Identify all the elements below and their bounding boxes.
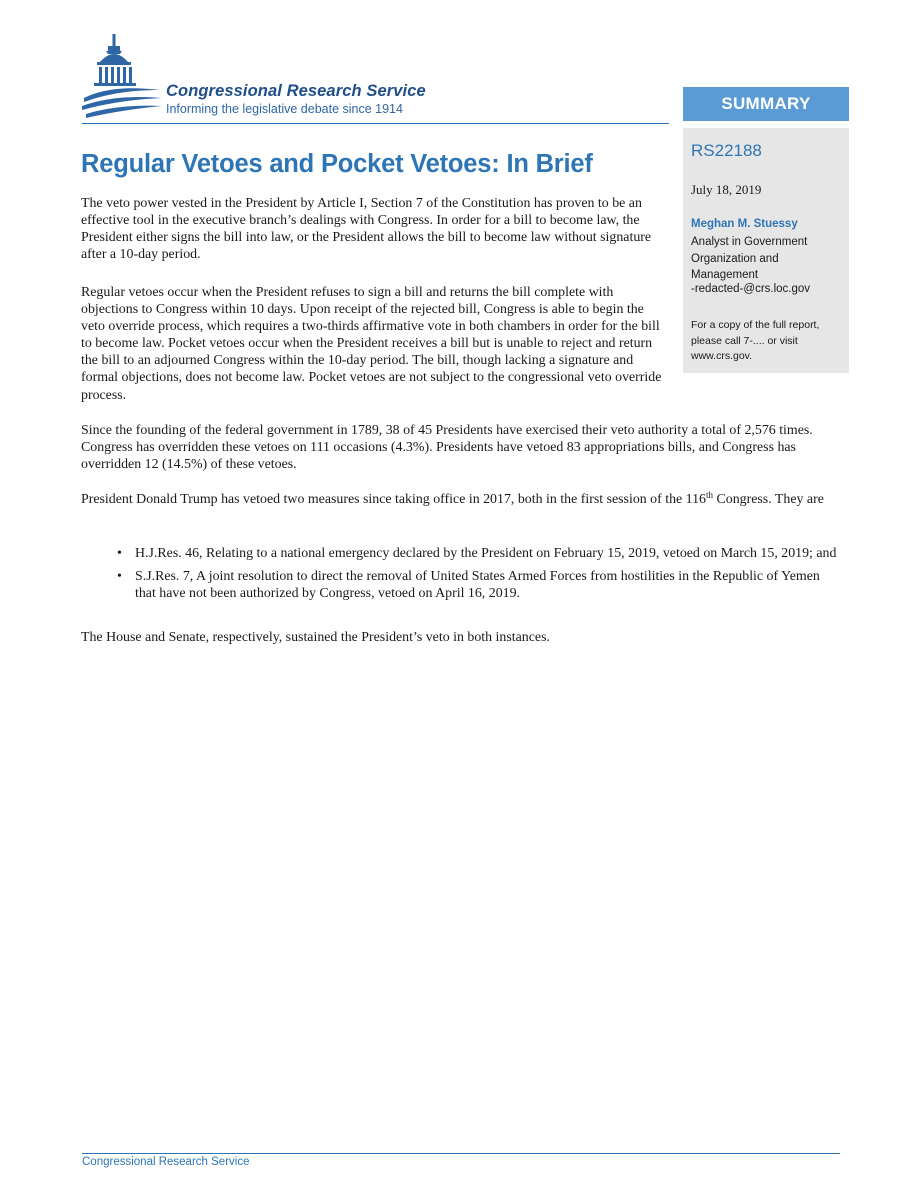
paragraph-2: Regular vetoes occur when the President refuses to sign a bill and returns the bill complete with objections to Congress within 10 days. Upon receipt of the rejected bill, Congress is able to begin the veto override process, which requires a two-thirds affirmative vote in both chambers in order for the bill to become law. Pocket vetoes occur when the President receives a bill but is unable to reject and return the bill to an adjourned Congress within the 10-day period. The bill, though lacking a signature and formal objections, does not become law. Pocket vetoes are not subject to the congressional veto override process.	[81, 285, 662, 403]
paragraph-4-text: President Donald Trump has vetoed two measures since taking office in 2017, both in the first session of the 116	[81, 492, 706, 507]
paragraph-4-text-end: Congress. They are	[713, 492, 824, 507]
publication-date: July 18, 2019	[691, 182, 762, 197]
veto-list	[81, 545, 841, 608]
author-title: Analyst in Government Organization and Management	[691, 236, 808, 281]
summary-sidebar	[683, 128, 849, 373]
footer-text: Congressional Research Service	[82, 1156, 250, 1168]
copy-note: For a copy of the full report, please call 7-.... or visit www.crs.gov.	[691, 319, 820, 362]
org-name: Congressional Research Service	[166, 82, 426, 100]
ordinal-superscript: th	[706, 490, 714, 500]
author-name: Meghan M. Stuessy	[691, 218, 798, 230]
list-item-text: S.J.Res. 7, A joint resolution to direct the removal of United States Armed Forces from hostilities in the Republic of Yemen that have not been authorized by Congress, vetoed on April 16, 2019.	[135, 569, 820, 602]
list-item-text: H.J.Res. 46, Relating to a national emergency declared by the President on February 15, 2019, vetoed on March 15, 2019; and	[135, 546, 837, 561]
paragraph-4	[81, 491, 841, 508]
capitol-dome-icon	[82, 34, 162, 124]
org-tagline: Informing the legislative debate since 1914	[166, 102, 403, 116]
list-item	[81, 545, 841, 562]
header-divider	[82, 123, 669, 124]
page-title: Regular Vetoes and Pocket Vetoes: In Brief	[81, 150, 593, 178]
paragraph-3: Since the founding of the federal government in 1789, 38 of 45 Presidents have exercised their veto authority a total of 2,576 times. Congress has overridden these vetoes on 111 occasions (4.3%). Presidents have vetoed 83 appropriations bills, and Congress has overridden 12 (14.5%) of these vetoes.	[81, 423, 813, 473]
bullet-icon: •	[117, 569, 122, 585]
paragraph-5: The House and Senate, respectively, sustained the President’s veto in both instances.	[81, 630, 550, 645]
footer-divider	[82, 1153, 840, 1154]
author-email[interactable]: -redacted-@crs.loc.gov	[691, 283, 811, 295]
summary-heading: SUMMARY	[683, 87, 849, 121]
paragraph-1: The veto power vested in the President by Article I, Section 7 of the Constitution has proven to be an effective tool in the executive branch’s dealings with Congress. In order for a bill to become law, the President either signs the bill into law, or the President allows the bill to become law without signature after a 10-day period.	[81, 196, 652, 263]
report-number: RS22188	[691, 141, 762, 160]
crs-logo	[82, 34, 482, 124]
bullet-icon: •	[117, 546, 122, 561]
list-item	[81, 568, 841, 602]
